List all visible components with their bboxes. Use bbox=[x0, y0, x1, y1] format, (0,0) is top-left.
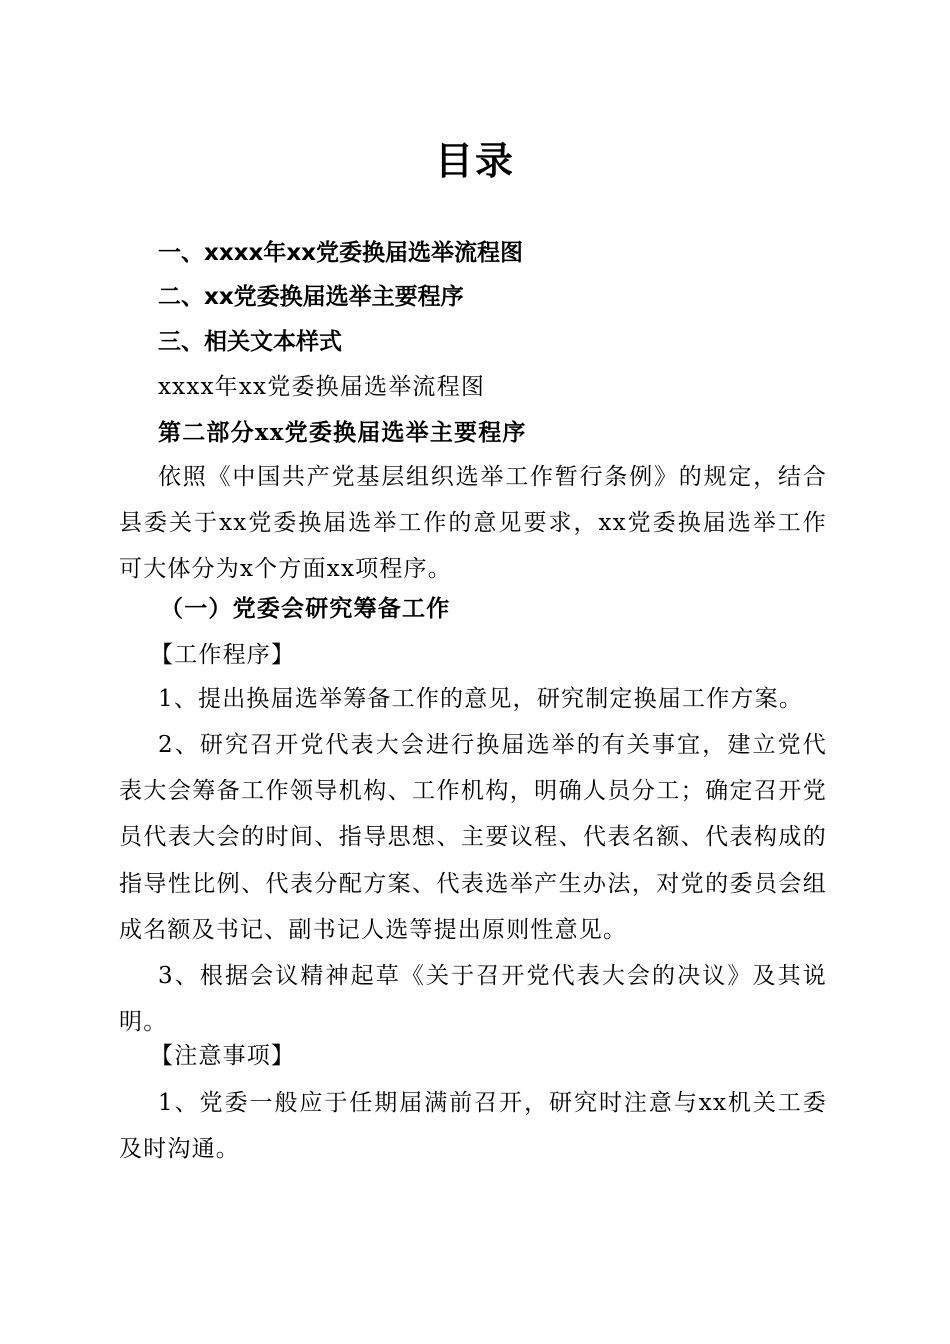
section-one-heading: （一）党委会研究筹备工作 bbox=[160, 595, 451, 622]
toc-item-3: 三、相关文本样式 bbox=[158, 329, 342, 355]
procedure-item-1: 1、提出换届选举筹备工作的意见，研究制定换届工作方案。 bbox=[158, 686, 804, 712]
part-two-heading: 第二部分xx党委换届选举主要程序 bbox=[158, 419, 527, 446]
notes-label: 【注意事项】 bbox=[150, 1043, 296, 1069]
toc-item-2: 二、xx党委换届选举主要程序 bbox=[158, 284, 464, 310]
procedure-item-2: 2、研究召开党代表大会进行换届选举的有关事宜，建立党代表大会筹备工作领导机构、工作机构，明确人员分工；确定召开党员代表大会的时间、指导思想、主要议程、代表名额、代表构成的指导性比例、代表分配方案、代表选举产生办法，对党的委员会组成名额及书记、副书记人选等提出原则性意见。 bbox=[119, 732, 827, 943]
note-item-1: 1、党委一般应于任期届满前召开，研究时注意与xx机关工委及时沟通。 bbox=[119, 1090, 827, 1163]
toc-item-1: 一、xxxx年xx党委换届选举流程图 bbox=[158, 240, 524, 266]
procedure-item-3: 3、根据会议精神起草《关于召开党代表大会的决议》及其说明。 bbox=[119, 963, 827, 1036]
page-title: 目录 bbox=[434, 138, 515, 183]
work-procedure-label: 【工作程序】 bbox=[150, 642, 296, 668]
intro-paragraph: 依照《中国共产党基层组织选举工作暂行条例》的规定，结合县委关于xx党委换届选举工作的意见要求，xx党委换届选举工作可大体分为x个方面xx项程序。 bbox=[119, 464, 827, 583]
flowchart-heading: xxxx年xx党委换届选举流程图 bbox=[158, 374, 486, 400]
